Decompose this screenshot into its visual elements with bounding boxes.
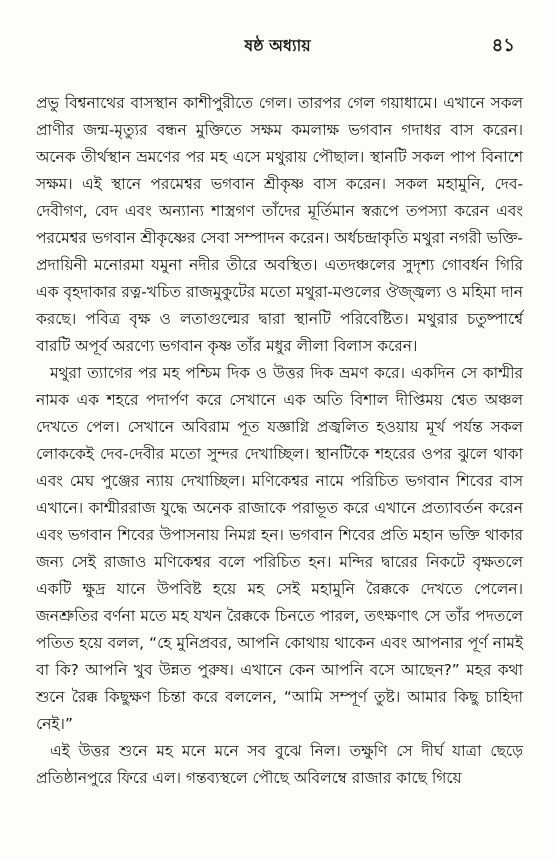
paragraph: মথুরা ত্যাগের পর মহ পশ্চিম দিক ও উত্তর দিক ভ্রমণ করে। একদিন সে কাশ্মীর নামক এক শহরে পদার্পণ করে সেখানে এক অতি বিশাল দীপ্তিময় শ্বেত অঞ্চল দেখতে পেল। সেখানে অবিরাম পূত যজ্ঞাগ্নি প্রজ্বলিত হওয়ায় মূর্খ পর্যন্ত সকল লোককেই দেব-দেবীর মতো সুন্দর দেখাচ্ছিল। স্থানটিকে শহরের ওপর ঝুলে থাকা এবং মেঘ পুঞ্জের ন্যায় দেখাচ্ছিল। মণিকেশ্বর নামে পরিচিত ভগবান শিবের বাস এখানে। কাশ্মীররাজ যুদ্ধে অনেক রাজাকে পরাভূত করে এখানে প্রত্যাবর্তন করেন এবং ভগবান শিবের উপাসনায় নিমগ্ন হন। ভগবান শিবের প্রতি মহান ভক্তি থাকার জন্য সেই রাজাও মণিকেশ্বর বলে পরিচিত হন। মন্দির দ্বারের নিকটে বৃক্ষতলে একটি ক্ষুদ্র যানে উপবিষ্ট হয়ে মহ সেই মহামুনি রৈক্ককে দেখতে পেলেন। জনশ্রুতির বর্ণনা মতে মহ যখন রৈক্ককে চিনতে পারল, তৎক্ষণাৎ সে তাঁর পদতলে পতিত হয়ে বলল, “হে মুনিপ্রবর, আপনি কোথায় থাকেন এবং আপনার পূর্ণ নামই বা কি? আপনি খুব উন্নত পুরুষ। এখানে কেন আপনি বসে আছেন?” মহর কথা শুনে রৈক্ক কিছুক্ষণ চিন্তা করে বললেন, “আমি সম্পূর্ণ তুষ্ট। আমার কিছু চাহিদা নেই।” <box>36 364 523 733</box>
paragraph: প্রভু বিশ্বনাথের বাসস্থান কাশীপুরীতে গেল। তারপর গেল গয়াধামে। এখানে সকল প্রাণীর জন্ম-মৃত্যুর বন্ধন মুক্তিতে সক্ষম কমলাক্ষ ভগবান গদাধর বাস করেন। অনেক তীর্থস্থান ভ্রমণের পর মহ এসে মথুরায় পৌছাল। স্থানটি সকল পাপ বিনাশে সক্ষম। এই স্থানে পরমেশ্বর ভগবান শ্রীকৃষ্ণ বাস করেন। সকল মহামুনি, দেব-দেবীগণ, বেদ এবং অন্যান্য শাস্ত্রগণ তাঁদের মূর্তিমান স্বরূপে তপস্যা করেন এবং পরমেশ্বর ভগবান শ্রীকৃষ্ণের সেবা সম্পাদন করেন। অর্ধচন্দ্রাকৃতি মথুরা নগরী ভক্তি-প্রদায়িনী মনোরমা যমুনা নদীর তীরে অবস্থিত। এতদঞ্চলের সুদৃশ্য গোবর্ধন গিরি এক বৃহদাকার রত্ন-খচিত রাজমুকুটের মতো মথুরা-মণ্ডলের ঔজ্জ্বল্য ও মহিমা দান করছে। পবিত্র বৃক্ষ ও লতাগুল্মের দ্বারা স্থানটি পরিবেষ্টিত। মথুরার চতুষ্পার্শ্বে বারটি অপূর্ব অরণ্যে ভগবান কৃষ্ণ তাঁর মধুর লীলা বিলাস করেন। <box>36 94 523 355</box>
chapter-title: ষষ্ঠ অধ্যায় <box>244 36 311 55</box>
body-text <box>36 90 523 792</box>
page-number: ৪১ <box>491 35 515 56</box>
running-head <box>0 34 555 58</box>
paragraph: এই উত্তর শুনে মহ মনে মনে সব বুঝে নিল। তক্ষুণি সে দীর্ঘ যাত্রা ছেড়ে প্রতিষ্ঠানপুরে ফিরে এল। গন্তব্যস্থলে পৌছে অবিলম্বে রাজার কাছে গিয়ে <box>36 742 523 787</box>
